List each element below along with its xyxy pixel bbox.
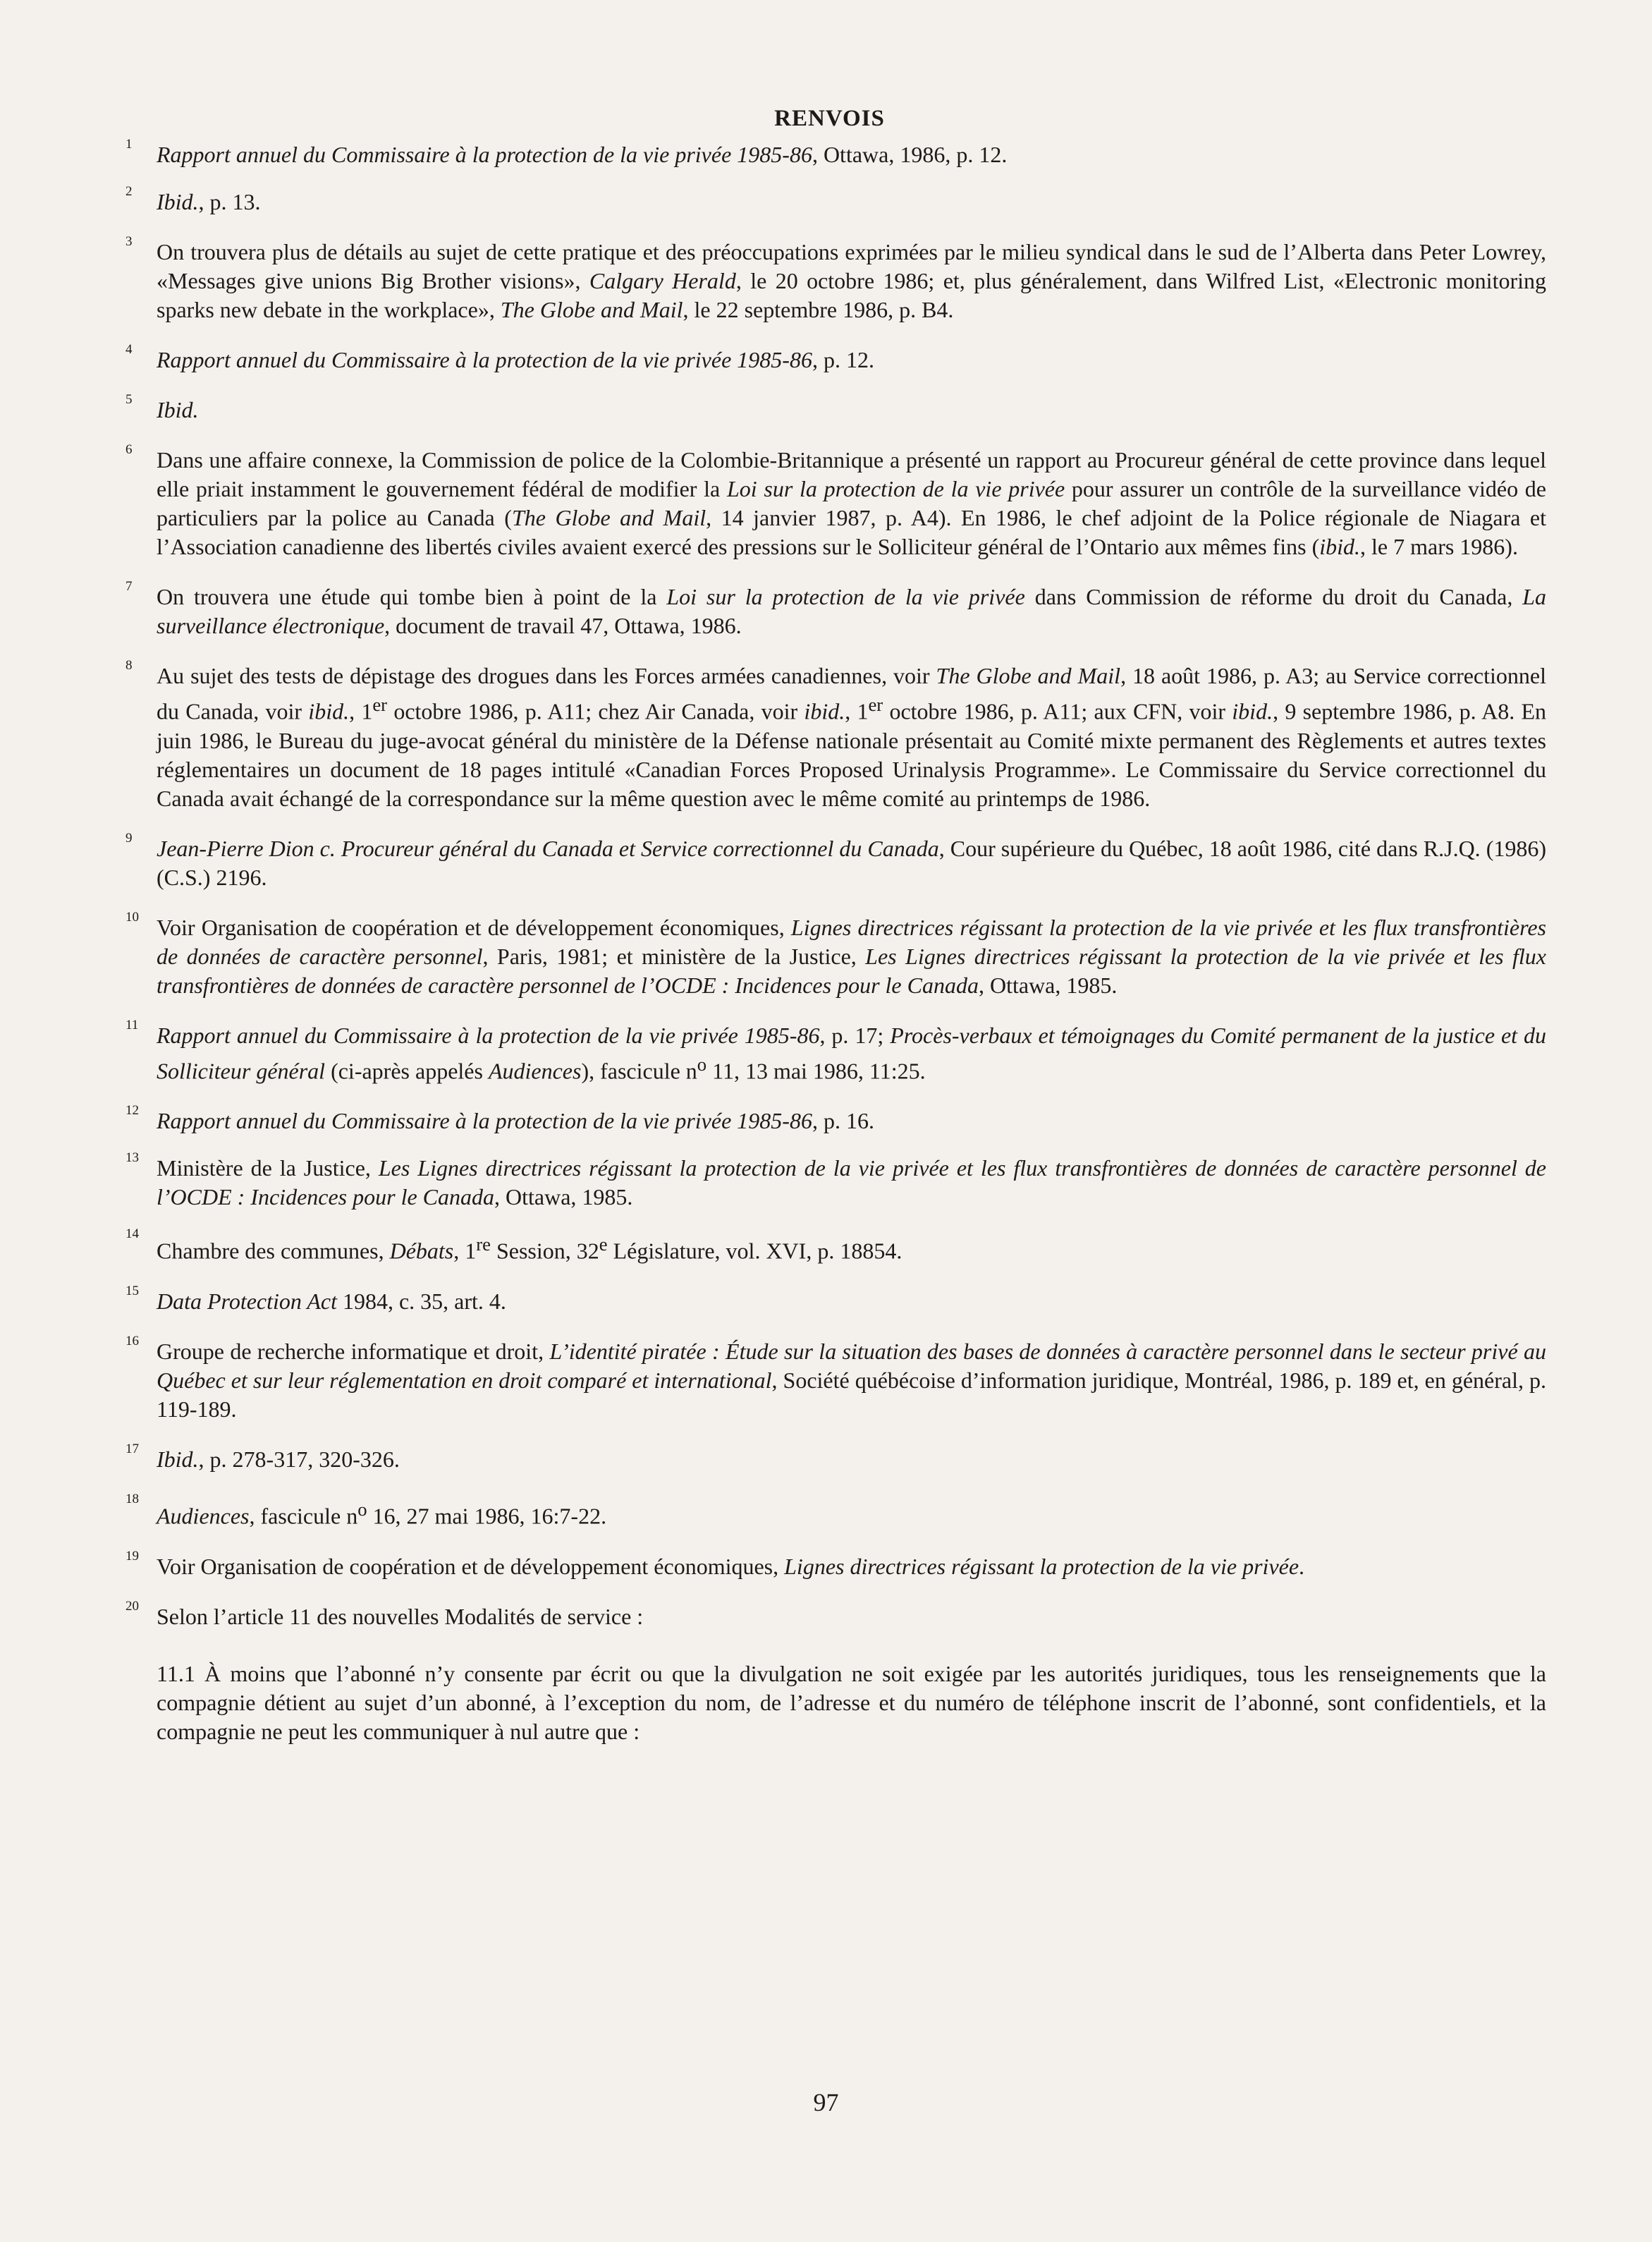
endnote-12 bbox=[113, 1103, 1546, 1135]
endnote-3 bbox=[113, 234, 1546, 324]
endnote-number: 20 bbox=[126, 1598, 139, 1614]
endnote-number: 12 bbox=[126, 1103, 139, 1119]
endnote-number: 6 bbox=[126, 442, 133, 457]
endnote-17 bbox=[113, 1441, 1546, 1474]
endnote-text: Rapport annuel du Commissaire à la protection de la vie privée 1985-86, p. 17; Procès-verbaux et témoignages du Comité permanent de la justice et du Solliciteur général (ci-après appelés Audiences), fascicule $n^o$ 11, 13 mai 1986, 11:25. bbox=[157, 1022, 1547, 1084]
endnote-text: Selon l’article 11 des nouvelles Modalités de service : bbox=[157, 1603, 644, 1629]
endnote-2 bbox=[113, 184, 1546, 217]
endnote-number: 4 bbox=[126, 342, 133, 357]
endnote-number: 10 bbox=[126, 909, 139, 925]
endnote-number: 1 bbox=[126, 137, 133, 152]
endnote-text: Ministère de la Justice, Les Lignes directrices régissant la protection de la vie privée et les flux transfrontières de données de caractère personnel de l’OCDE : Incidences pour le Canada, Ottawa, 1985. bbox=[157, 1155, 1547, 1210]
endnote-number: 14 bbox=[126, 1226, 139, 1242]
endnote-13 bbox=[113, 1150, 1547, 1212]
endnote-4 bbox=[113, 342, 1546, 374]
endnote-number: 2 bbox=[126, 184, 133, 199]
endnotes-list bbox=[113, 137, 1547, 1631]
endnote-text: On trouvera plus de détails au sujet de cette pratique et des préoccupations exprimées par le milieu syndical dans le sud de l’Alberta dans Peter Lowrey, «Messages give unions Big Brother visions», Calgary Herald, le 20 octobre 1986; et, plus généralement, dans Wilfred List, «Electronic monitoring sparks new debate in the workplace», The Globe and Mail, le 22 septembre 1986, p. B4. bbox=[157, 239, 1546, 322]
endnote-15 bbox=[113, 1283, 1546, 1316]
endnote-9 bbox=[113, 830, 1547, 892]
endnote-text: On trouvera une étude qui tombe bien à point de la Loi sur la protection de la vie privée dans Commission de réforme du droit du Canada, La surveillance électronique, document de travail 47, Ottawa, 1986. bbox=[157, 584, 1547, 638]
endnote-number: 17 bbox=[126, 1441, 139, 1456]
endnote-14 bbox=[113, 1226, 1546, 1266]
endnote-11 bbox=[113, 1017, 1547, 1086]
endnote-text: Ibid., p. 278-317, 320-326. bbox=[157, 1446, 400, 1472]
endnote-5 bbox=[113, 392, 1546, 425]
endnote-number: 16 bbox=[126, 1333, 139, 1348]
endnote-text: Data Protection Act 1984, c. 35, art. 4. bbox=[157, 1288, 506, 1314]
endnote-number: 18 bbox=[126, 1491, 139, 1506]
article-11-1-text: 11.1 À moins que l’abonné n’y consente par écrit ou que la divulgation ne soit exigée par les autorités juridiques, tous les renseignements que la compagnie détient au sujet d’un abonné, à l’exception du nom, de l’adresse et du numéro de téléphone inscrit de l’abonné, sont confidentiels, et la compagnie ne peut les communiquer à nul autre que : bbox=[157, 1660, 1546, 1744]
endnote-1 bbox=[113, 137, 1546, 169]
endnote-text: Au sujet des tests de dépistage des drogues dans les Forces armées canadiennes, voir The Globe and Mail, 18 août 1986, p. A3; au Service correctionnel du Canada, voir ibid., 1er octobre 1986, p. A11; chez Air Canada, voir ibid., 1er octobre 1986, p. A11; aux CFN, voir ibid., 9 septembre 1986, p. A8. En juin 1986, le Bureau du juge-avocat général du ministère de la Défense nationale présentait au Comité mixte permanent des Règlements et autres textes réglementaires un document de 18 pages intitulé «Canadian Forces Proposed Urinalysis Programme». Le Commissaire du Service correctionnel du Canada avait échangé de la correspondance sur la même question avec le même comité au printemps de 1986. bbox=[157, 663, 1547, 811]
endnote-number: 19 bbox=[126, 1548, 139, 1564]
endnote-number: 5 bbox=[126, 392, 133, 407]
endnote-6 bbox=[113, 442, 1547, 561]
endnote-text: Rapport annuel du Commissaire à la protection de la vie privée 1985-86, Ottawa, 1986, p. 12. bbox=[157, 142, 1008, 167]
endnote-text: Voir Organisation de coopération et de développement économiques, Lignes directrices régissant la protection de la vie privée et les flux transfrontières de données de caractère personnel, Paris, 1981; et ministère de la Justice, Les Lignes directrices régissant la protection de la vie privée et les flux transfrontières de données de caractère personnel de l’OCDE : Incidences pour le Canada, Ottawa, 1985. bbox=[157, 914, 1547, 998]
endnote-text: Chambre des communes, Débats, 1re Session, 32e Législature, vol. XVI, p. 18854. bbox=[157, 1233, 903, 1264]
endnote-number: 13 bbox=[126, 1150, 139, 1166]
endnote-text: Ibid., p. 13. bbox=[157, 189, 261, 214]
endnote-16 bbox=[113, 1333, 1547, 1424]
endnote-19 bbox=[113, 1548, 1546, 1581]
endnote-number: 15 bbox=[126, 1283, 139, 1298]
endnote-number: 8 bbox=[126, 658, 133, 673]
endnote-text: Rapport annuel du Commissaire à la protection de la vie privée 1985-86, p. 16. bbox=[157, 1108, 874, 1134]
endnote-number: 11 bbox=[126, 1017, 139, 1032]
endnote-text: Ibid. bbox=[157, 397, 199, 422]
endnote-text: Groupe de recherche informatique et droit, L’identité piratée : Étude sur la situation des bases de données à caractère personnel dans le secteur privé au Québec et sur leur réglementation en droit comparé et international, Société québécoise d’information juridique, Montréal, 1986, p. 189 et, en général, p. 119-189. bbox=[157, 1338, 1547, 1422]
endnote-number: 3 bbox=[126, 234, 133, 249]
page-heading: RENVOIS bbox=[774, 106, 885, 131]
endnote-text: Dans une affaire connexe, la Commission de police de la Colombie-Britannique a présenté un rapport au Procureur général de cette province dans lequel elle priait instamment le gouvernement fédéral de modifier la Loi sur la protection de la vie privée pour assurer un contrôle de la surveillance vidéo de particuliers par la police au Canada (The Globe and Mail, 14 janvier 1987, p. A4). En 1986, le chef adjoint de la Police régionale de Niagara et l’Association canadienne des libertés civiles avaient exercé des pressions sur le Solliciteur général de l’Ontario aux mêmes fins (ibid., le 7 mars 1986). bbox=[157, 447, 1547, 559]
endnote-text: Voir Organisation de coopération et de développement économiques, Lignes directrices régissant la protection de la vie privée. bbox=[157, 1553, 1305, 1579]
endnote-text: Jean-Pierre Dion c. Procureur général du Canada et Service correctionnel du Canada, Cour supérieure du Québec, 18 août 1986, cité dans R.J.Q. (1986) (C.S.) 2196. bbox=[157, 835, 1547, 890]
endnote-number: 7 bbox=[126, 579, 133, 594]
endnote-text: Rapport annuel du Commissaire à la protection de la vie privée 1985-86, p. 12. bbox=[157, 347, 874, 372]
endnote-18 bbox=[113, 1491, 1546, 1531]
endnote-10 bbox=[113, 909, 1547, 1000]
endnote-text: Audiences, fascicule $n^o$ 16, 27 mai 1986, 16:7-22. bbox=[157, 1498, 607, 1529]
endnote-7 bbox=[113, 579, 1547, 640]
endnote-8 bbox=[113, 658, 1547, 813]
page-number: 97 bbox=[813, 2088, 839, 2116]
endnote-20 bbox=[113, 1598, 1546, 1631]
endnote-number: 9 bbox=[126, 830, 133, 846]
